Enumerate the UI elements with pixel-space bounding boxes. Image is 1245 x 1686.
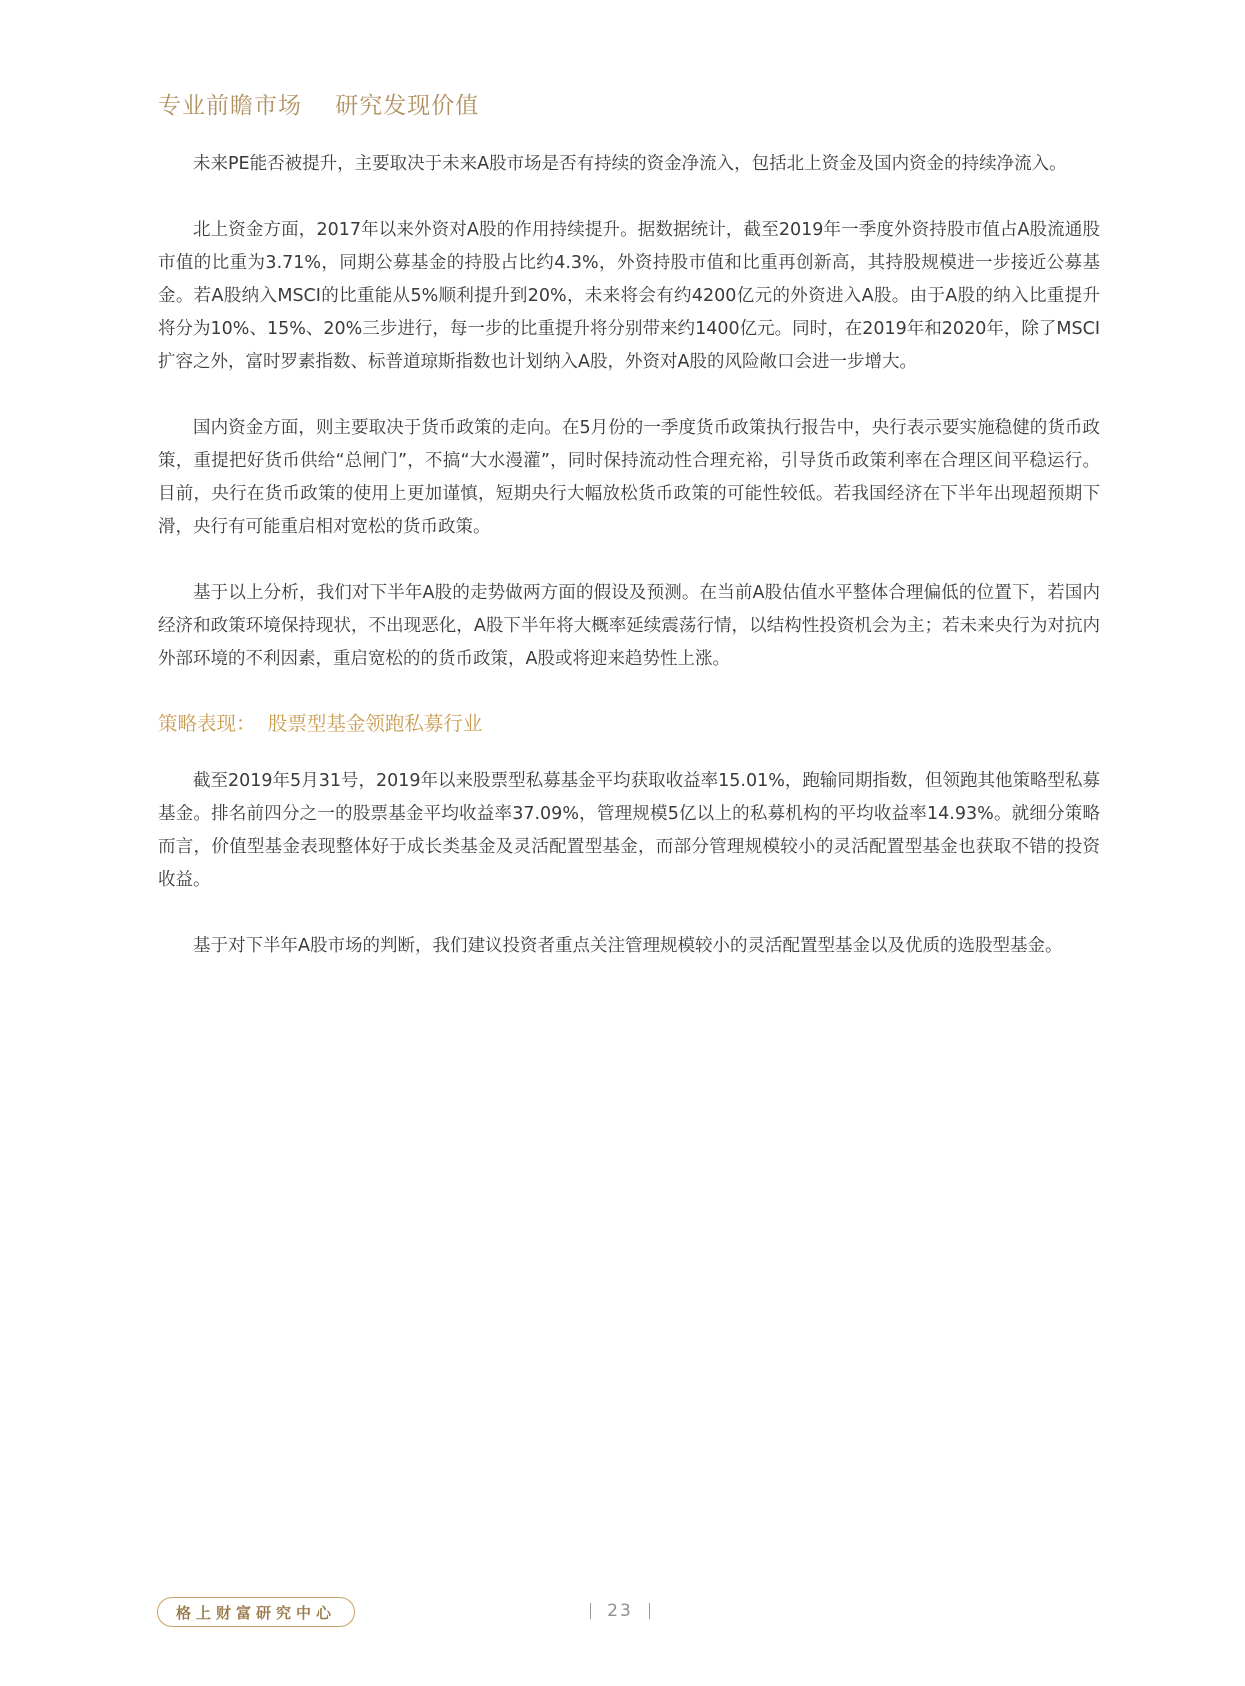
paragraph-market-forecast: 基于以上分析，我们对下半年A股的走势做两方面的假设及预测。在当前A股估值水平整体合理偏低的位置下，若国内经济和政策环境保持现状，不出现恶化，A股下半年将大概率延续震荡行情，以结构性投资机会为主；若未来央行为对抗内外部环境的不利因素，重启宽松的的货币政策，A股或将迎来趋势性上涨。 bbox=[158, 583, 1100, 669]
paragraph-northbound-capital: 北上资金方面，2017年以来外资对A股的作用持续提升。据数据统计，截至2019年一季度外资持股市值占A股流通股市值的比重为3.71%，同期公募基金的持股占比约4.3%，外资持股市值和比重再创新高，其持股规模进一步接近公募基金。若A股纳入MSCI的比重能从5%顺利提升到20%，未来将会有约4200亿元的外资进入A股。由于A股的纳入比重提升将分为10%、15%、20%三步进行，每一步的比重提升将分别带来约1400亿元。同时，在2019年和2020年，除了MSCI扩容之外，富时罗素指数、标普道琼斯指数也计划纳入A股，外资对A股的风险敞口会进一步增大。 bbox=[158, 220, 1100, 372]
page-title: 专业前瞻市场 研究发现价值 bbox=[158, 93, 480, 119]
page-number-divider-left bbox=[590, 1603, 591, 1619]
page-number-area bbox=[560, 1595, 680, 1627]
page-footer bbox=[0, 1595, 1245, 1635]
page-content bbox=[158, 88, 1100, 996]
brand-badge bbox=[157, 1597, 355, 1627]
paragraph-pe-outlook: 未来PE能否被提升，主要取决于未来A股市场是否有持续的资金净流入，包括北上资金及国内资金的持续净流入。 bbox=[193, 154, 1067, 174]
brand-name: 格上财富研究中心 bbox=[175, 1603, 336, 1622]
paragraph-domestic-capital: 国内资金方面，则主要取决于货币政策的走向。在5月份的一季度货币政策执行报告中，央行表示要实施稳健的货币政策，重提把好货币供给“总闸门”，不搞“大水漫灌”，同时保持流动性合理充裕，引导货币政策利率在合理区间平稳运行。目前，央行在货币政策的使用上更加谨慎，短期央行大幅放松货币政策的可能性较低。若我国经济在下半年出现超预期下滑，央行有可能重启相对宽松的货币政策。 bbox=[158, 418, 1100, 537]
paragraph-strategy-performance: 截至2019年5月31号，2019年以来股票型私募基金平均获取收益率15.01%，跑输同期指数，但领跑其他策略型私募基金。排名前四分之一的股票基金平均收益率37.09%，管理规模5亿以上的私募机构的平均收益率14.93%。就细分策略而言，价值型基金表现整体好于成长类基金及灵活配置型基金，而部分管理规模较小的灵活配置型基金也获取不错的投资收益。 bbox=[158, 771, 1100, 890]
paragraph-investment-advice: 基于对下半年A股市场的判断，我们建议投资者重点关注管理规模较小的灵活配置型基金以及优质的选股型基金。 bbox=[193, 936, 1063, 956]
section-heading-strategy: 策略表现： 股票型基金领跑私募行业 bbox=[158, 712, 483, 735]
page-number: 23 bbox=[607, 1601, 633, 1621]
page-number-divider-right bbox=[649, 1603, 650, 1619]
